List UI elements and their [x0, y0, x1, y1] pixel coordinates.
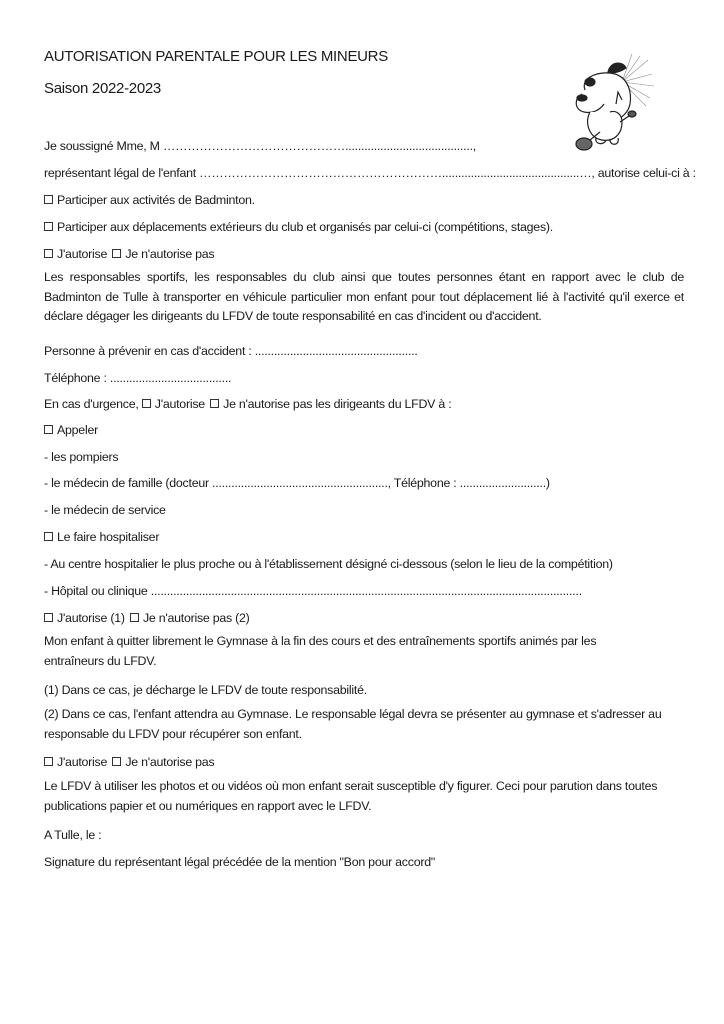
checkbox-icon[interactable]	[44, 425, 53, 434]
checkbox-non-autorise-icon[interactable]	[112, 757, 121, 766]
urgence-choice	[44, 396, 451, 412]
non-autorise-label: Je n'autorise pas	[125, 247, 215, 261]
note-1: (1) Dans ce cas, je décharge le LFDV de toute responsabilité.	[44, 683, 367, 697]
medecin-service-item: - le médecin de service	[44, 503, 166, 517]
autorise-label: J'autorise	[57, 247, 108, 261]
representant-field[interactable]: représentant légal de l'enfant ……………………………………………………...........................................…, autorise celui-ci à :	[44, 166, 696, 180]
autorisation-transport-choice	[44, 246, 214, 262]
centre-hospitalier-item: - Au centre hospitalier le plus proche ou à l'établissement désigné ci-dessous (selon le lieu de la compétition)	[44, 557, 613, 571]
checkbox-autorise-icon[interactable]	[44, 249, 53, 258]
transport-paragraph: Les responsables sportifs, les responsables du club ainsi que toutes personnes étant en rapport avec le club de Badminton de Tulle à transporter en véhicule particulier mon enfant pour tout déplacement lié à l'activité qu'il exerce et déclare dégager les dirigeants du LFDV de toute responsabilité en cas d'incident ou d'accident.	[44, 270, 684, 323]
checkbox-participer-activites[interactable]	[44, 192, 255, 208]
urgence-prefix: En cas d'urgence,	[44, 397, 139, 411]
season-label: Saison 2022-2023	[44, 80, 161, 97]
checkbox-autorise-icon[interactable]	[44, 613, 53, 622]
checkbox-non-autorise-icon[interactable]	[130, 613, 139, 622]
signature-label: Signature du représentant légal précédée de la mention "Bon pour accord"	[44, 855, 436, 869]
checkbox-hospitaliser[interactable]	[44, 529, 159, 545]
checkbox-label: Participer aux activités de Badminton.	[57, 193, 255, 207]
non-autorise-label: Je n'autorise pas (2)	[142, 611, 250, 625]
checkbox-label: Le faire hospitaliser	[57, 530, 160, 544]
personne-prevenir-field[interactable]: Personne à prévenir en cas d'accident : ...................................................	[44, 344, 418, 358]
badminton-cartoon-dog-icon	[560, 52, 660, 152]
checkbox-participer-deplacements[interactable]	[44, 219, 553, 235]
checkbox-label: Participer aux déplacements extérieurs du club et organisés par celui-ci (compétitions, stages).	[57, 220, 553, 234]
checkbox-label: Appeler	[57, 423, 98, 437]
checkbox-icon[interactable]	[44, 222, 53, 231]
non-autorise-label: Je n'autorise pas les dirigeants du LFDV à :	[223, 397, 452, 411]
autorisation-photos-choice	[44, 754, 214, 770]
hopital-clinique-field[interactable]: - Hôpital ou clinique .......................................................................................................................................	[44, 584, 582, 598]
autorisation-quitter-choice	[44, 610, 250, 626]
autorise-label: J'autorise	[154, 397, 205, 411]
pompiers-item: - les pompiers	[44, 450, 119, 464]
autorise-label: J'autorise	[57, 755, 108, 769]
photos-paragraph: Le LFDV à utiliser les photos et ou vidéos où mon enfant serait susceptible d'y figurer. Ceci pour parution dans toutes publications papier et ou numériques en rapport avec le LFDV.	[44, 779, 658, 813]
checkbox-autorise-icon[interactable]	[142, 399, 151, 408]
a-tulle-field[interactable]: A Tulle, le :	[44, 828, 102, 842]
checkbox-appeler[interactable]	[44, 422, 98, 438]
document-title: AUTORISATION PARENTALE POUR LES MINEURS	[44, 48, 388, 65]
note-2: (2) Dans ce cas, l'enfant attendra au Gymnase. Le responsable légal devra se présenter au gymnase et s'adresser au responsable du LFDV pour récupérer son enfant.	[44, 707, 662, 741]
checkbox-autorise-icon[interactable]	[44, 757, 53, 766]
non-autorise-label: Je n'autorise pas	[125, 755, 215, 769]
autorise-label: J'autorise (1)	[57, 611, 125, 625]
quitter-paragraph: Mon enfant à quitter librement le Gymnase à la fin des cours et des entraînements sportifs animés par les entraîneurs du LFDV.	[44, 634, 597, 668]
telephone-field[interactable]: Téléphone : ......................................	[44, 371, 232, 385]
checkbox-non-autorise-icon[interactable]	[210, 399, 219, 408]
medecin-famille-field[interactable]: - le médecin de famille (docteur ......................................................., Téléphone : ...........................)	[44, 476, 550, 490]
checkbox-icon[interactable]	[44, 195, 53, 204]
checkbox-icon[interactable]	[44, 532, 53, 541]
checkbox-non-autorise-icon[interactable]	[112, 249, 121, 258]
soussigne-field[interactable]: Je soussigné Mme, M ………………………………………........................................,	[44, 139, 476, 153]
